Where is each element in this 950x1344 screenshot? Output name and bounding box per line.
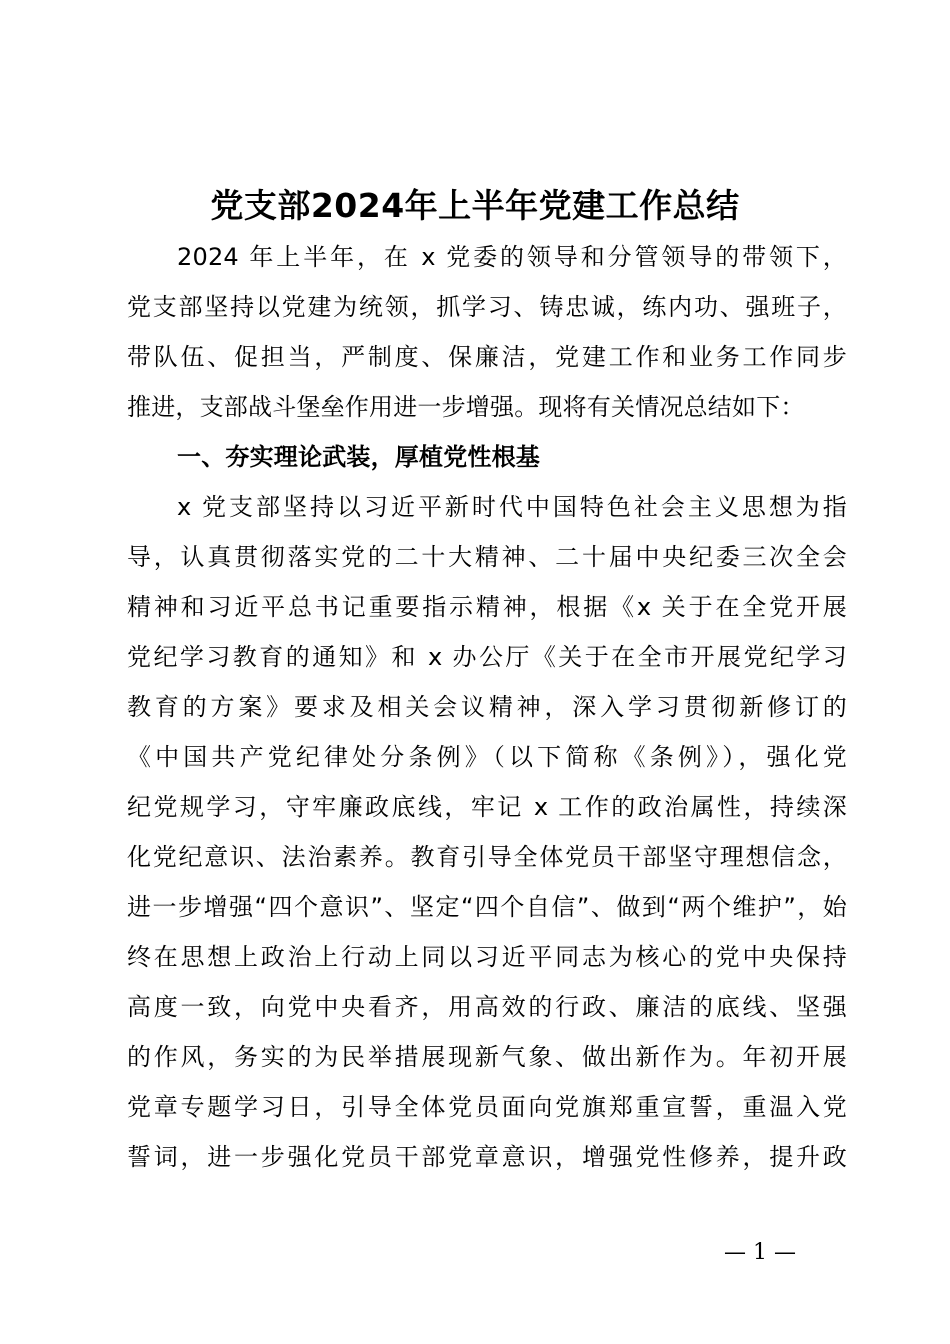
paragraph-2-line: x 党支部坚持以习近平新时代中国特色社会主义思想为指 [177,493,847,521]
paragraph-2-line: 化党纪意识、法治素养。教育引导全体党员干部坚守理想信念， [127,843,847,871]
paragraph-2-line: 纪党规学习，守牢廉政底线，牢记 x 工作的政治属性，持续深 [127,793,847,821]
paragraph-2-line: 高度一致，向党中央看齐，用高效的行政、廉洁的底线、坚强 [127,993,847,1021]
paragraph-2-line: 《中国共产党纪律处分条例》（以下简称《条例》），强化党 [127,743,847,771]
paragraph-2-line: 的作风，务实的为民举措展现新气象、做出新作为。年初开展 [127,1043,847,1071]
paragraph-1-line: 推进，支部战斗堡垒作用进一步增强。现将有关情况总结如下： [127,393,805,421]
paragraph-1-line: 2024 年上半年，在 x 党委的领导和分管领导的带领下， [177,243,847,271]
paragraph-1-line: 带队伍、促担当，严制度、保廉洁，党建工作和业务工作同步 [127,343,847,371]
document-body [127,232,847,1182]
paragraph-2-line: 进一步增强“四个意识”、坚定“四个自信”、做到“两个维护”，始 [127,893,847,921]
paragraph-2-line: 精神和习近平总书记重要指示精神，根据《x 关于在全党开展 [127,593,847,621]
paragraph-2-line: 党章专题学习日，引导全体党员面向党旗郑重宣誓，重温入党 [127,1093,847,1121]
document-title: 党支部2024年上半年党建工作总结 [210,186,740,225]
paragraph-2-line: 导，认真贯彻落实党的二十大精神、二十届中央纪委三次全会 [127,543,847,571]
paragraph-2-line: 誓词，进一步强化党员干部党章意识，增强党性修养，提升政 [127,1143,847,1171]
paragraph-2-line: 党纪学习教育的通知》和 x 办公厅《关于在全市开展党纪学习 [127,643,847,671]
section-heading-1: 一、夯实理论武装，厚植党性根基 [177,443,540,471]
paragraph-1-line: 党支部坚持以党建为统领，抓学习、铸忠诚，练内功、强班子， [127,293,847,321]
page-number: — 1 — [724,1240,796,1265]
paragraph-2-line: 教育的方案》要求及相关会议精神，深入学习贯彻新修订的 [127,693,847,721]
paragraph-2-line: 终在思想上政治上行动上同以习近平同志为核心的党中央保持 [127,943,847,971]
